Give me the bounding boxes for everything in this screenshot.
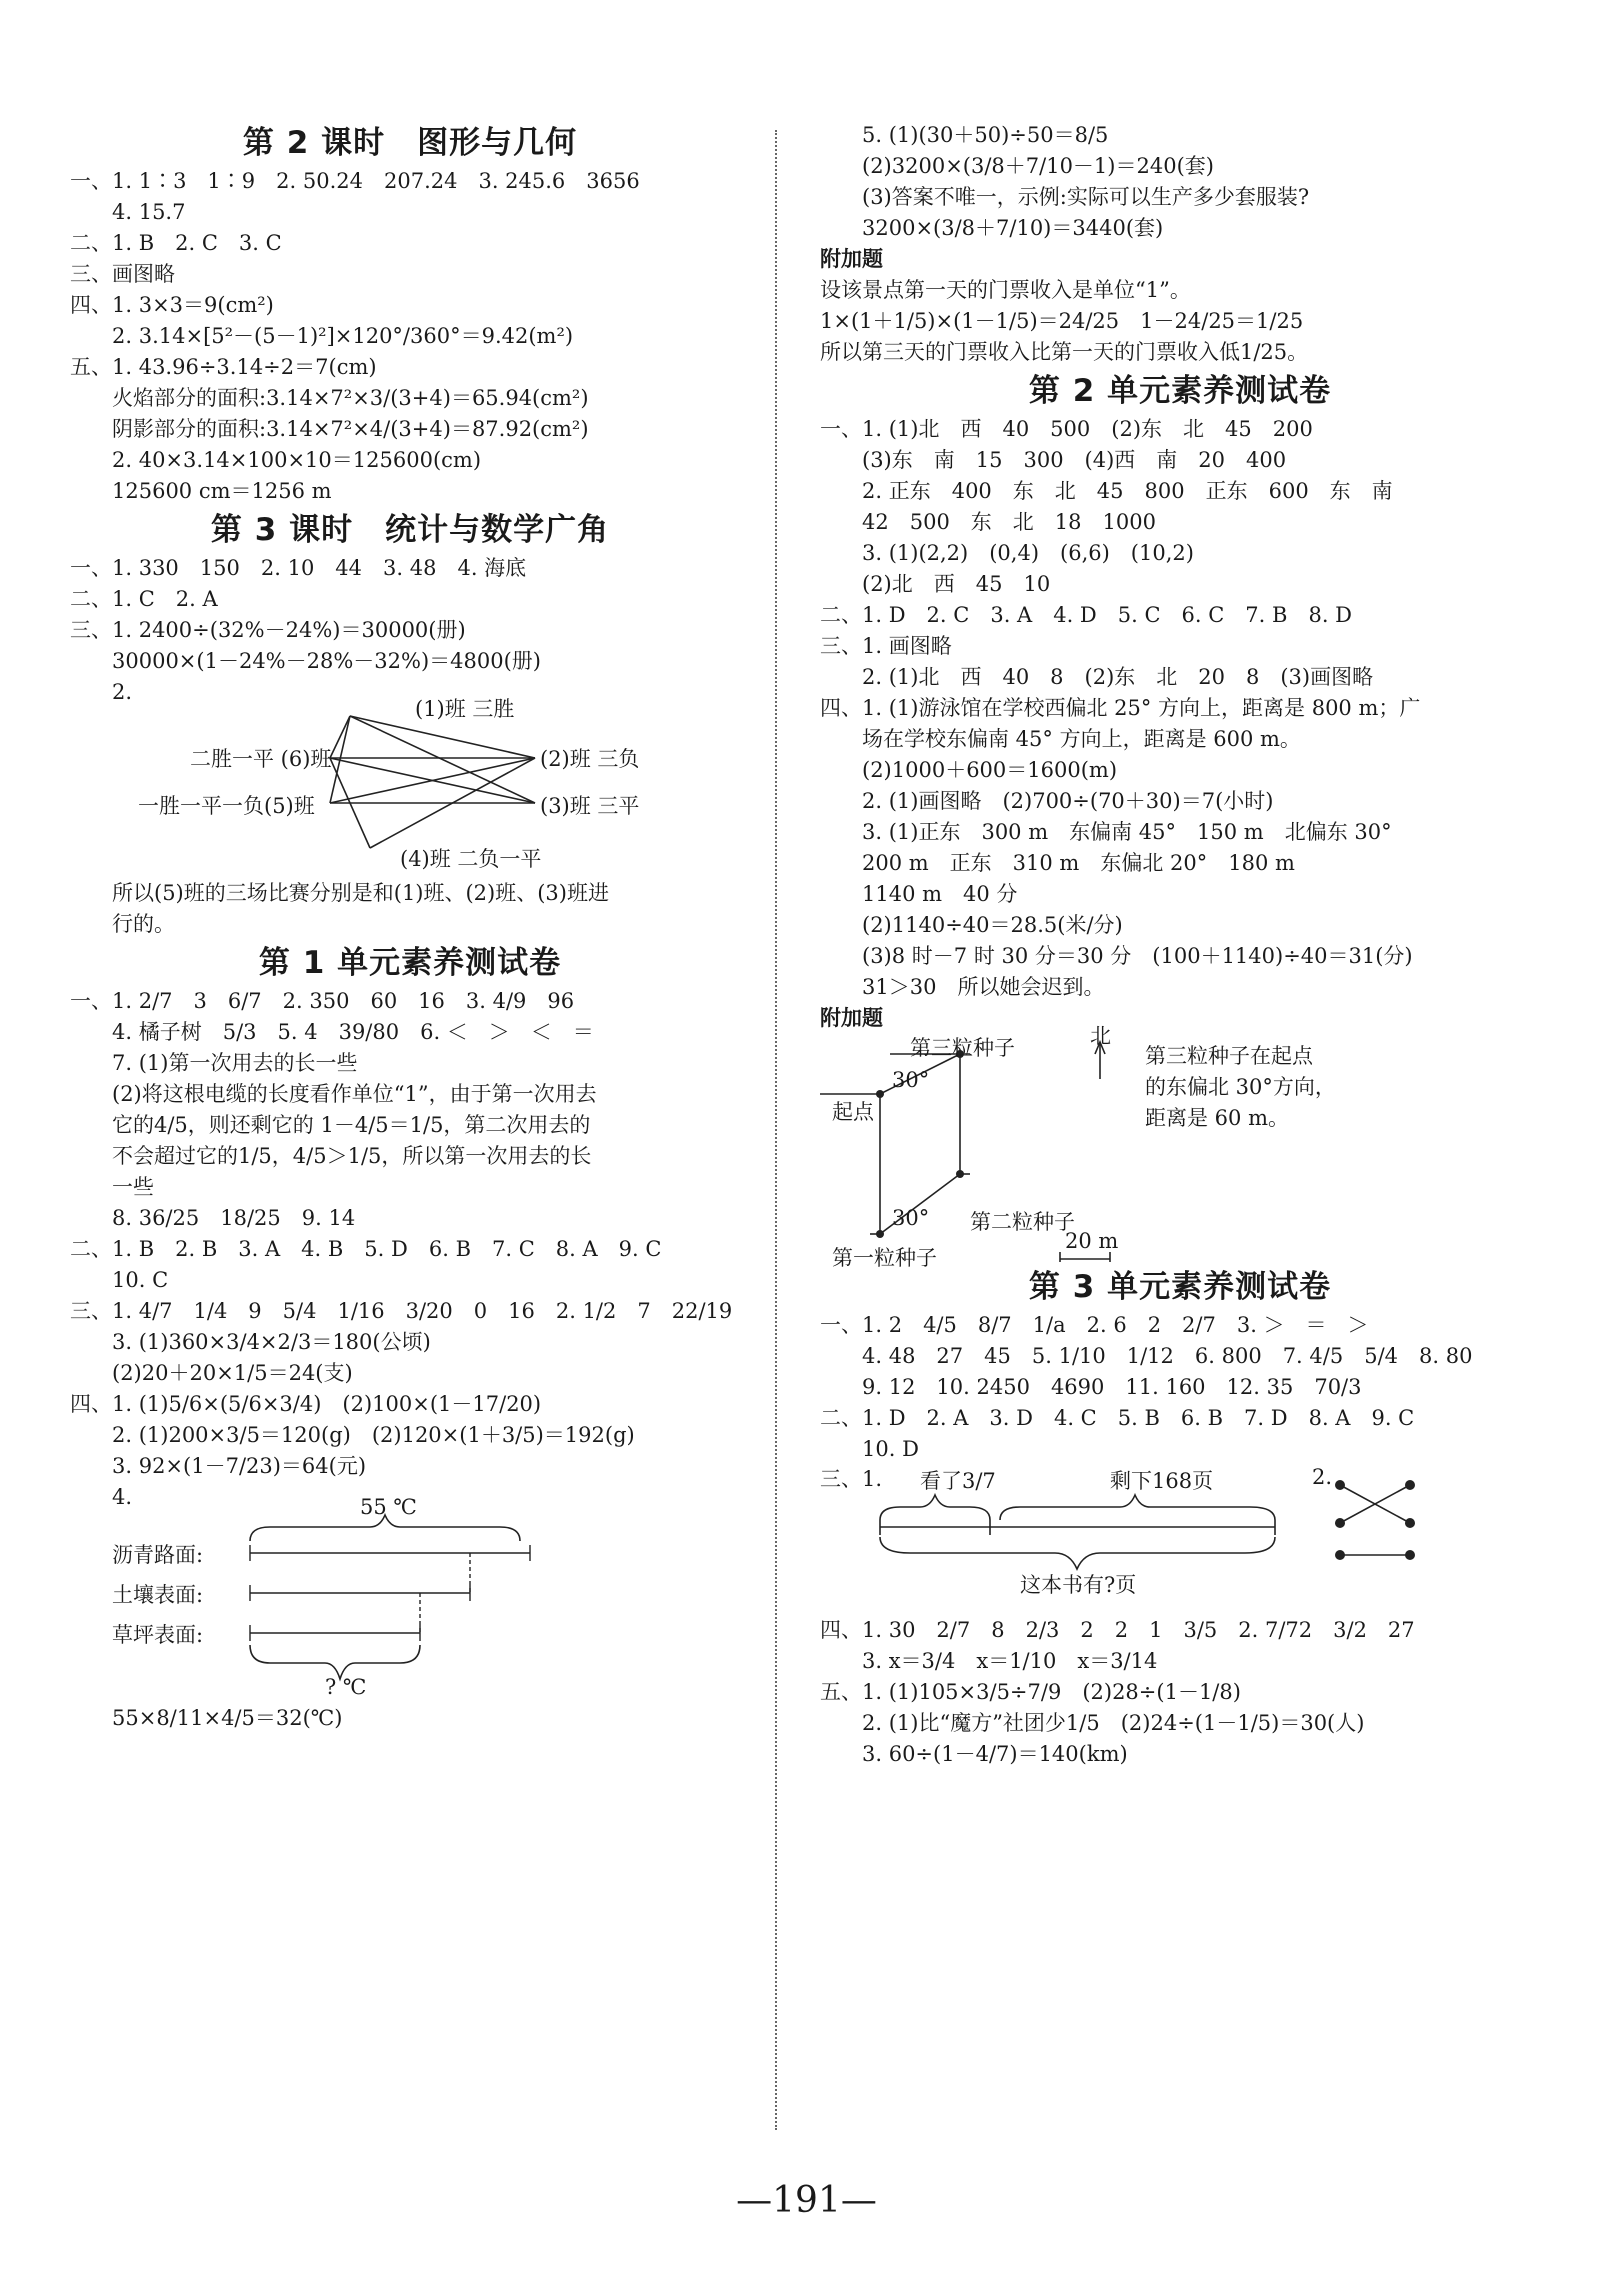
book-total-label: 这本书有?页	[1020, 1573, 1137, 1597]
answer-line: 四、1. (1)5/6×(5/6×3/4) (2)100×(1－17/20)	[70, 1392, 542, 1416]
answer-line: (3)8 时－7 时 30 分＝30 分 (100＋1140)÷40＝31(分)	[820, 944, 1413, 968]
answer-line: 4.	[70, 1485, 133, 1509]
answer-line: (2)3200×(3/8＋7/10－1)＝240(套)	[820, 154, 1214, 178]
scale-label: 20 m	[1065, 1229, 1119, 1253]
answer-block	[70, 553, 750, 708]
answer-line: (3)东 南 15 300 (4)西 南 20 400	[820, 448, 1287, 472]
angle-bottom-label: 30°	[892, 1206, 930, 1230]
answer-block	[820, 275, 1540, 368]
answer-line: (2)20＋20×1/5＝24(支)	[70, 1361, 353, 1385]
team-6: 二胜一平 (6)班	[190, 747, 332, 771]
answer-block	[820, 120, 1540, 244]
answer-line: 一、1. 1∶3 1∶9 2. 50.24 207.24 3. 245.6 3656	[70, 169, 640, 193]
answer-line: 阴影部分的面积:3.14×7²×4/(3+4)＝87.92(cm²)	[70, 417, 589, 441]
book-prefix: 三、1.	[820, 1467, 883, 1491]
answer-line: 场在学校东偏南 45° 方向上，距离是 600 m。	[820, 727, 1301, 751]
answer-line: 一、1. (1)北 西 40 500 (2)东 北 45 200	[820, 417, 1313, 441]
answer-line: 所以(5)班的三场比赛分别是和(1)班、(2)班、(3)班进	[70, 881, 609, 905]
temp-top-label: 55 ℃	[360, 1495, 417, 1519]
answer-line: 它的4/5，则还剩它的 1－4/5＝1/5，第二次用去的	[70, 1113, 591, 1137]
answer-line: (2)1140÷40＝28.5(米/分)	[820, 913, 1123, 937]
answer-line: 三、画图略	[70, 262, 175, 286]
answer-line: 五、1. (1)105×3/5÷7/9 (2)28÷(1－1/8)	[820, 1680, 1241, 1704]
book-diagram	[820, 1465, 1540, 1615]
answer-line: 2.	[70, 680, 133, 704]
answer-line: 三、1. 4/7 1/4 9 5/4 1/16 3/20 0 16 2. 1/2 7 22/19	[70, 1299, 733, 1323]
answer-line: 四、1. 3×3＝9(cm²)	[70, 293, 274, 317]
answer-line: (2)1000＋600＝1600(m)	[820, 758, 1118, 782]
answer-line: 二、1. D 2. C 3. A 4. D 5. C 6. C 7. B 8. D	[820, 603, 1353, 627]
answer-line: 2. (1)比“魔方”社团少1/5 (2)24÷(1－1/5)＝30(人)	[820, 1711, 1365, 1735]
third-seed-label: 第三粒种子	[910, 1036, 1015, 1060]
answer-line: 3. (1)(2,2) (0,4) (6,6) (10,2)	[820, 541, 1194, 565]
answer-line: 4. 48 27 45 5. 1/10 1/12 6. 800 7. 4/5 5/4 8. 80	[820, 1344, 1473, 1368]
row-grass: 草坪表面:	[112, 1623, 204, 1647]
start-label: 起点	[832, 1100, 874, 1124]
left-column	[70, 120, 750, 1734]
bonus-label: 附加题	[820, 1006, 883, 1030]
second-seed-label: 第二粒种子	[970, 1210, 1075, 1234]
answer-line: 二、1. B 2. C 3. C	[70, 231, 282, 255]
answer-line: 3200×(3/8＋7/10)＝3440(套)	[820, 216, 1164, 240]
answer-line: 7. (1)第一次用去的长一些	[70, 1051, 358, 1075]
answer-line: 8. 36/25 18/25 9. 14	[70, 1206, 356, 1230]
answer-line: 五、1. 43.96÷3.14÷2＝7(cm)	[70, 355, 377, 379]
answer-line: 42 500 东 北 18 1000	[820, 510, 1156, 534]
answer-line: 31＞30 所以她会迟到。	[820, 975, 1105, 999]
answer-line: 四、1. (1)游泳馆在学校西偏北 25° 方向上，距离是 800 m；广	[820, 696, 1421, 720]
answer-line: (2)将这根电缆的长度看作单位“1”，由于第一次用去	[70, 1082, 597, 1106]
bonus-label: 附加题	[820, 247, 883, 271]
answer-line: 2. 40×3.14×100×10＝125600(cm)	[70, 448, 482, 472]
answer-line: 125600 cm＝1256 m	[70, 479, 332, 503]
answer-line: 9. 12 10. 2450 4690 11. 160 12. 35 70/3	[820, 1375, 1362, 1399]
answer-line: 一、1. 330 150 2. 10 44 3. 48 4. 海底	[70, 556, 527, 580]
answer-block	[70, 878, 750, 940]
answer-line: 二、1. B 2. B 3. A 4. B 5. D 6. B 7. C 8. A 9. C	[70, 1237, 662, 1261]
answer-line: 1×(1＋1/5)×(1－1/5)＝24/25 1－24/25＝1/25	[820, 309, 1304, 333]
seed-map	[820, 1024, 1540, 1270]
first-seed-label: 第一粒种子	[832, 1246, 937, 1270]
temp-bottom-label: ? ℃	[325, 1675, 367, 1699]
page-number: —191—	[736, 2180, 877, 2221]
answer-line: 距离是 60 m。	[1145, 1106, 1289, 1130]
answer-line: 3. x＝3/4 x＝1/10 x＝3/14	[820, 1649, 1158, 1673]
answer-line: 3. 92×(1－7/23)＝64(元)	[70, 1454, 367, 1478]
answer-line: 三、1. 画图略	[820, 634, 952, 658]
section-title: 第 3 单元素养测试卷	[1028, 1269, 1332, 1305]
answer-line: 的东偏北 30°方向，	[1145, 1075, 1336, 1099]
answer-line: 二、1. D 2. A 3. D 4. C 5. B 6. B 7. D 8. A 9. C	[820, 1406, 1415, 1430]
section-title: 第 2 单元素养测试卷	[1028, 373, 1332, 409]
team-5: 一胜一平一负(5)班	[138, 794, 315, 818]
row-asphalt: 沥青路面:	[112, 1543, 204, 1567]
answer-line: 4. 橘子树 5/3 5. 4 39/80 6. ＜ ＞ ＜ ＝	[70, 1020, 594, 1044]
answer-line: 3. 60÷(1－4/7)＝140(km)	[820, 1742, 1128, 1766]
right-column	[820, 120, 1540, 1770]
row-soil: 土壤表面:	[112, 1583, 204, 1607]
north-label: 北	[1090, 1024, 1111, 1048]
answer-line: 第三粒种子在起点	[1145, 1044, 1313, 1068]
team-1: (1)班 三胜	[415, 697, 515, 721]
answer-line: (2)北 西 45 10	[820, 572, 1051, 596]
book-read-label: 看了3/7	[920, 1469, 996, 1493]
answer-line: 4. 15.7	[70, 200, 186, 224]
answer-line: 55×8/11×4/5＝32(℃)	[70, 1706, 343, 1730]
answer-line: 三、1. 2400÷(32%－24%)＝30000(册)	[70, 618, 466, 642]
answer-line: 一些	[70, 1175, 154, 1199]
answer-block	[820, 414, 1540, 1003]
answer-line: 2. 正东 400 东 北 45 800 正东 600 东 南	[820, 479, 1393, 503]
answer-line: 一、1. 2/7 3 6/7 2. 350 60 16 3. 4/9 96	[70, 989, 575, 1013]
angle-top-label: 30°	[892, 1068, 930, 1092]
answer-line: 2. (1)200×3/5＝120(g) (2)120×(1＋3/5)＝192(g)	[70, 1423, 635, 1447]
answer-line: 2. (1)画图略 (2)700÷(70＋30)＝7(小时)	[820, 789, 1274, 813]
answer-line: 3. (1)正东 300 m 东偏南 45° 150 m 北偏东 30°	[820, 820, 1392, 844]
answer-line: 2. 3.14×[5²－(5－1)²]×120°/360°＝9.42(m²)	[70, 324, 574, 348]
answer-line: 2. (1)北 西 40 8 (2)东 北 20 8 (3)画图略	[820, 665, 1374, 689]
answer-line: 不会超过它的1/5，4/5＞1/5，所以第一次用去的长	[70, 1144, 592, 1168]
answer-line: 火焰部分的面积:3.14×7²×3/(3+4)＝65.94(cm²)	[70, 386, 589, 410]
section-title: 第 2 课时 图形与几何	[242, 125, 578, 161]
book-left-label: 剩下168页	[1110, 1469, 1214, 1493]
column-divider	[775, 130, 777, 2130]
section-title: 第 3 课时 统计与数学广角	[210, 512, 610, 548]
matching-item-label: 2.	[1312, 1465, 1333, 1489]
answer-line: 一、1. 2 4/5 8/7 1/a 2. 6 2 2/7 3. ＞ ＝ ＞	[820, 1313, 1369, 1337]
answer-line: 1140 m 40 分	[820, 882, 1018, 906]
section-title: 第 1 单元素养测试卷	[258, 945, 562, 981]
answer-block	[820, 1615, 1540, 1770]
answer-line: 30000×(1－24%－28%－32%)＝4800(册)	[70, 649, 542, 673]
answer-line: 5. (1)(30＋50)÷50＝8/5	[820, 123, 1109, 147]
team-2: (2)班 三负	[540, 747, 640, 771]
tournament-diagram	[70, 697, 750, 878]
team-3: (3)班 三平	[540, 794, 640, 818]
answer-block	[820, 1310, 1540, 1465]
answer-line: 四、1. 30 2/7 8 2/3 2 2 1 3/5 2. 7/72 3/2 27	[820, 1618, 1415, 1642]
answer-line: 所以第三天的门票收入比第一天的门票收入低1/25。	[820, 340, 1309, 364]
answer-block	[70, 986, 750, 1513]
answer-line: 设该景点第一天的门票收入是单位“1”。	[820, 278, 1191, 302]
answer-line: 3. (1)360×3/4×2/3＝180(公顷)	[70, 1330, 431, 1354]
answer-line: (3)答案不唯一，示例:实际可以生产多少套服装?	[820, 185, 1310, 209]
answer-line: 行的。	[70, 912, 175, 936]
answer-block	[70, 166, 750, 507]
answer-line: 10. C	[70, 1268, 169, 1292]
team-4: (4)班 二负一平	[400, 847, 542, 871]
answer-block	[70, 1703, 750, 1734]
answer-line: 10. D	[820, 1437, 919, 1461]
answer-line: 200 m 正东 310 m 东偏北 20° 180 m	[820, 851, 1295, 875]
temperature-diagram	[70, 1495, 750, 1703]
answer-line: 二、1. C 2. A	[70, 587, 218, 611]
